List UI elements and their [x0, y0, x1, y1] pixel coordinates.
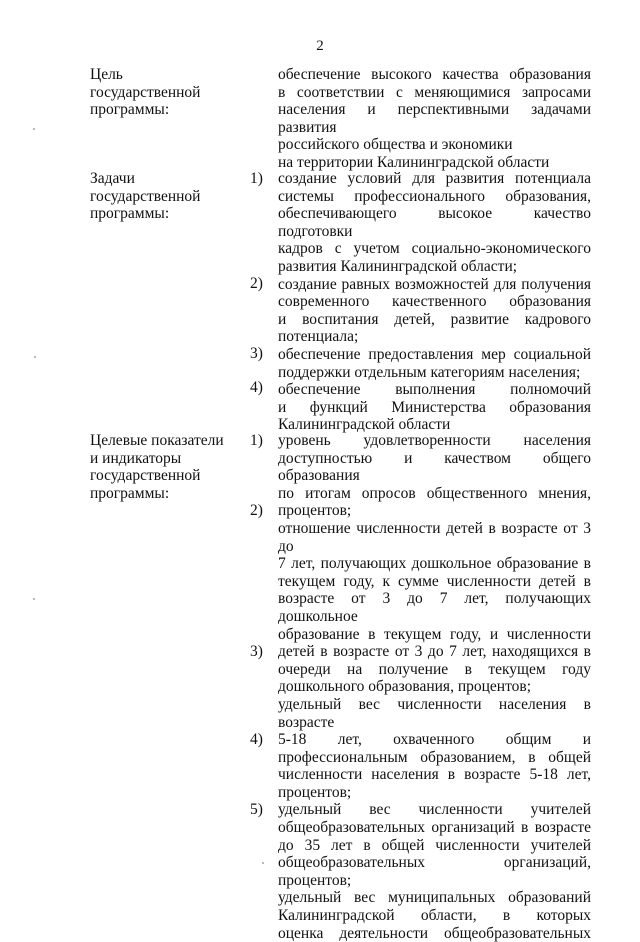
text-line: удельный вес муниципальных образований: [278, 889, 591, 907]
label-line: Задачи: [90, 170, 135, 187]
text-line: создание равных возможностей для получения: [278, 275, 591, 293]
text-line: общеобразовательных организаций в возрасте: [278, 819, 591, 837]
text-line: доступностью и качеством общего образования: [278, 449, 591, 485]
scan-speck: [262, 862, 264, 864]
label-line: программы:: [90, 101, 170, 119]
text-line: процентов;: [278, 783, 352, 801]
task-number-3: 3): [250, 345, 263, 362]
text-line: потенциала;: [278, 328, 359, 346]
label-line: программы:: [90, 484, 170, 502]
text-line: детей в возрасте от 3 до 7 лет, находящихся в: [278, 643, 591, 661]
text-line: до 35 лет в общей численности учителей: [278, 836, 591, 854]
text-line: процентов;: [278, 502, 352, 520]
indicator-number-2: 2): [250, 502, 263, 519]
indicator-number-4: 4): [250, 731, 263, 748]
text-line: и функций Министерства образования: [278, 398, 591, 416]
text-line: оценка деятельности общеобразовательных: [278, 924, 591, 942]
text-line: 5-18 лет, охваченного общим и: [278, 731, 591, 749]
indicators-text: [278, 432, 591, 942]
text-line: создание условий для развития потенциала: [278, 170, 591, 187]
page-number: 2: [316, 38, 324, 54]
task-number-2: 2): [250, 275, 263, 292]
label-line: государственной: [90, 83, 201, 101]
text-line: численности населения в возрасте 5-18 лет,: [278, 766, 591, 784]
text-line: 7 лет, получающих дошкольное образование в: [278, 555, 591, 573]
task-number-1: 1): [250, 170, 263, 187]
label-line: и индикаторы: [90, 449, 182, 467]
goal-text: [278, 66, 591, 172]
indicator-number-3: 3): [250, 643, 263, 660]
label-line: государственной: [90, 467, 201, 485]
text-line: российского общества и экономики: [278, 136, 513, 154]
label-line: Цель: [90, 66, 123, 83]
indicator-number-1: 1): [250, 432, 263, 449]
label-line: государственной: [90, 187, 201, 205]
text-line: общеобразовательных организаций, процентов;: [278, 854, 591, 889]
text-line: в соответствии с меняющимися запросами: [278, 83, 591, 101]
text-line: и воспитания детей, развитие кадрового: [278, 310, 591, 328]
text-line: возрасте от 3 до 7 лет, получающих дошкольное: [278, 590, 591, 625]
text-line: на территории Калининградской области: [278, 153, 550, 171]
scan-speck: [34, 356, 36, 358]
text-line: современного качественного образования: [278, 293, 591, 311]
tasks-text: [278, 170, 591, 434]
text-line: Калининградской области: [278, 416, 451, 434]
indicator-number-5: 5): [250, 801, 263, 818]
text-line: уровень удовлетворенности населения: [278, 432, 591, 449]
text-line: по итогам опросов общественного мнения,: [278, 484, 591, 502]
text-line: удельный вес численности населения в возрасте: [278, 695, 591, 731]
text-line: текущем году, к сумме численности детей в: [278, 572, 591, 590]
scan-speck: [33, 128, 35, 130]
text-line: Калининградской области, в которых: [278, 907, 591, 925]
text-line: дошкольного образования, процентов;: [278, 678, 532, 696]
tasks-label: [90, 170, 250, 223]
label-line: Целевые показатели: [90, 432, 224, 449]
scan-speck: [33, 598, 35, 600]
text-line: населения и перспективными задачами развития: [278, 101, 591, 136]
text-line: удельный вес численности учителей: [278, 801, 591, 819]
text-line: поддержки отдельным категориям населения;: [278, 363, 581, 381]
text-line: профессиональным образованием, в общей: [278, 748, 591, 766]
indicators-label: [90, 432, 250, 502]
text-line: обеспечение предоставления мер социальной: [278, 345, 591, 363]
text-line: обеспечение выполнения полномочий: [278, 381, 591, 399]
text-line: кадров с учетом социально-экономического: [278, 240, 591, 258]
goal-label: [90, 66, 250, 119]
text-line: обеспечение высокого качества образования: [278, 66, 591, 83]
text-line: развития Калининградской области;: [278, 257, 518, 275]
text-line: образование в текущем году, и численности: [278, 625, 591, 643]
text-line: системы профессионального образования,: [278, 187, 591, 205]
text-line: отношение численности детей в возрасте от 3 до: [278, 519, 591, 555]
text-line: очереди на получение в текущем году: [278, 660, 591, 678]
task-number-4: 4): [250, 379, 263, 396]
text-line: обеспечивающего высокое качество подготовки: [278, 205, 591, 240]
label-line: программы:: [90, 205, 170, 223]
